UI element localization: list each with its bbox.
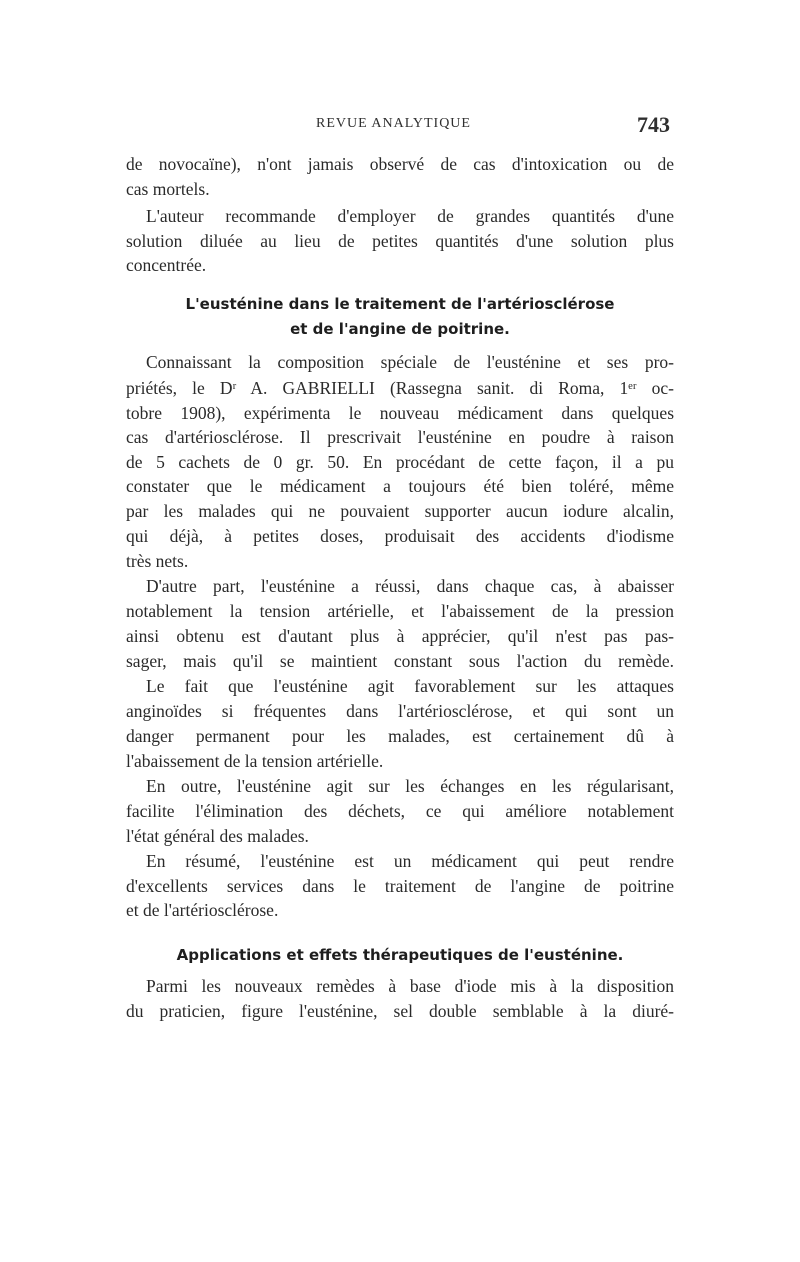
text-line: facilite l'élimination des déchets, ce qui améliore notablement (126, 801, 674, 821)
text-line: priétés, le Dʳ A. GABRIELLI (Rassegna sanit. di Roma, 1ᵉʳ oc- (126, 378, 674, 398)
text-line: En outre, l'eusténine agit sur les échanges en les régularisant, (146, 776, 674, 796)
text-line: constater que le médicament a toujours été bien toléré, même (126, 476, 674, 496)
section-title-line-1: L'eusténine dans le traitement de l'artériosclérose (185, 295, 615, 313)
text-line: Le fait que l'eusténine agit favorablement sur les attaques (146, 676, 674, 696)
text-line: concentrée. (126, 255, 207, 275)
text-line: de novocaïne), n'ont jamais observé de cas d'intoxication ou de (126, 154, 674, 174)
section-title: Applications et effets thérapeutiques de l'eusténine. (176, 946, 624, 964)
text-line: d'excellents services dans le traitement de l'angine de poitrine (126, 876, 674, 896)
page-header (126, 112, 674, 140)
text-line: anginoïdes si fréquentes dans l'artériosclérose, et qui sont un (126, 701, 674, 721)
text-line: cas d'artériosclérose. Il prescrivait l'eusténine en poudre à raison (126, 427, 674, 447)
text-line: danger permanent pour les malades, est certainement dû à (126, 726, 674, 746)
text-line: cas mortels. (126, 179, 210, 199)
text-line: Connaissant la composition spéciale de l'eusténine et ses pro- (146, 352, 674, 372)
document-page (126, 0, 674, 1262)
text-line: très nets. (126, 551, 189, 571)
text-line: de 5 cachets de 0 gr. 50. En procédant de cette façon, il a pu (126, 452, 674, 472)
text-line: et de l'artériosclérose. (126, 900, 279, 920)
text-line: Parmi les nouveaux remèdes à base d'iode mis à la disposition (146, 976, 674, 996)
text-line: ainsi obtenu est d'autant plus à apprécier, qu'il n'est pas pas- (126, 626, 674, 646)
text-line: du praticien, figure l'eusténine, sel double semblable à la diuré- (126, 1001, 674, 1021)
page-number: 743 (637, 112, 670, 137)
section-title-line-2: et de l'angine de poitrine. (290, 320, 510, 338)
text-line: sager, mais qu'il se maintient constant sous l'action du remède. (126, 651, 674, 671)
text-line: solution diluée au lieu de petites quantités d'une solution plus (126, 231, 674, 251)
text-line: En résumé, l'eusténine est un médicament qui peut rendre (146, 851, 674, 871)
text-line: notablement la tension artérielle, et l'abaissement de la pression (126, 601, 674, 621)
text-line: D'autre part, l'eusténine a réussi, dans chaque cas, à abaisser (146, 576, 674, 596)
text-line: tobre 1908), expérimenta le nouveau médicament dans quelques (126, 403, 674, 423)
text-line: l'état général des malades. (126, 826, 309, 846)
running-head: REVUE ANALYTIQUE (316, 116, 471, 131)
text-line: l'abaissement de la tension artérielle. (126, 751, 384, 771)
text-line: qui déjà, à petites doses, produisait des accidents d'iodisme (126, 526, 674, 546)
text-line: par les malades qui ne pouvaient supporter aucun iodure alcalin, (126, 501, 674, 521)
text-line: L'auteur recommande d'employer de grandes quantités d'une (146, 206, 674, 226)
